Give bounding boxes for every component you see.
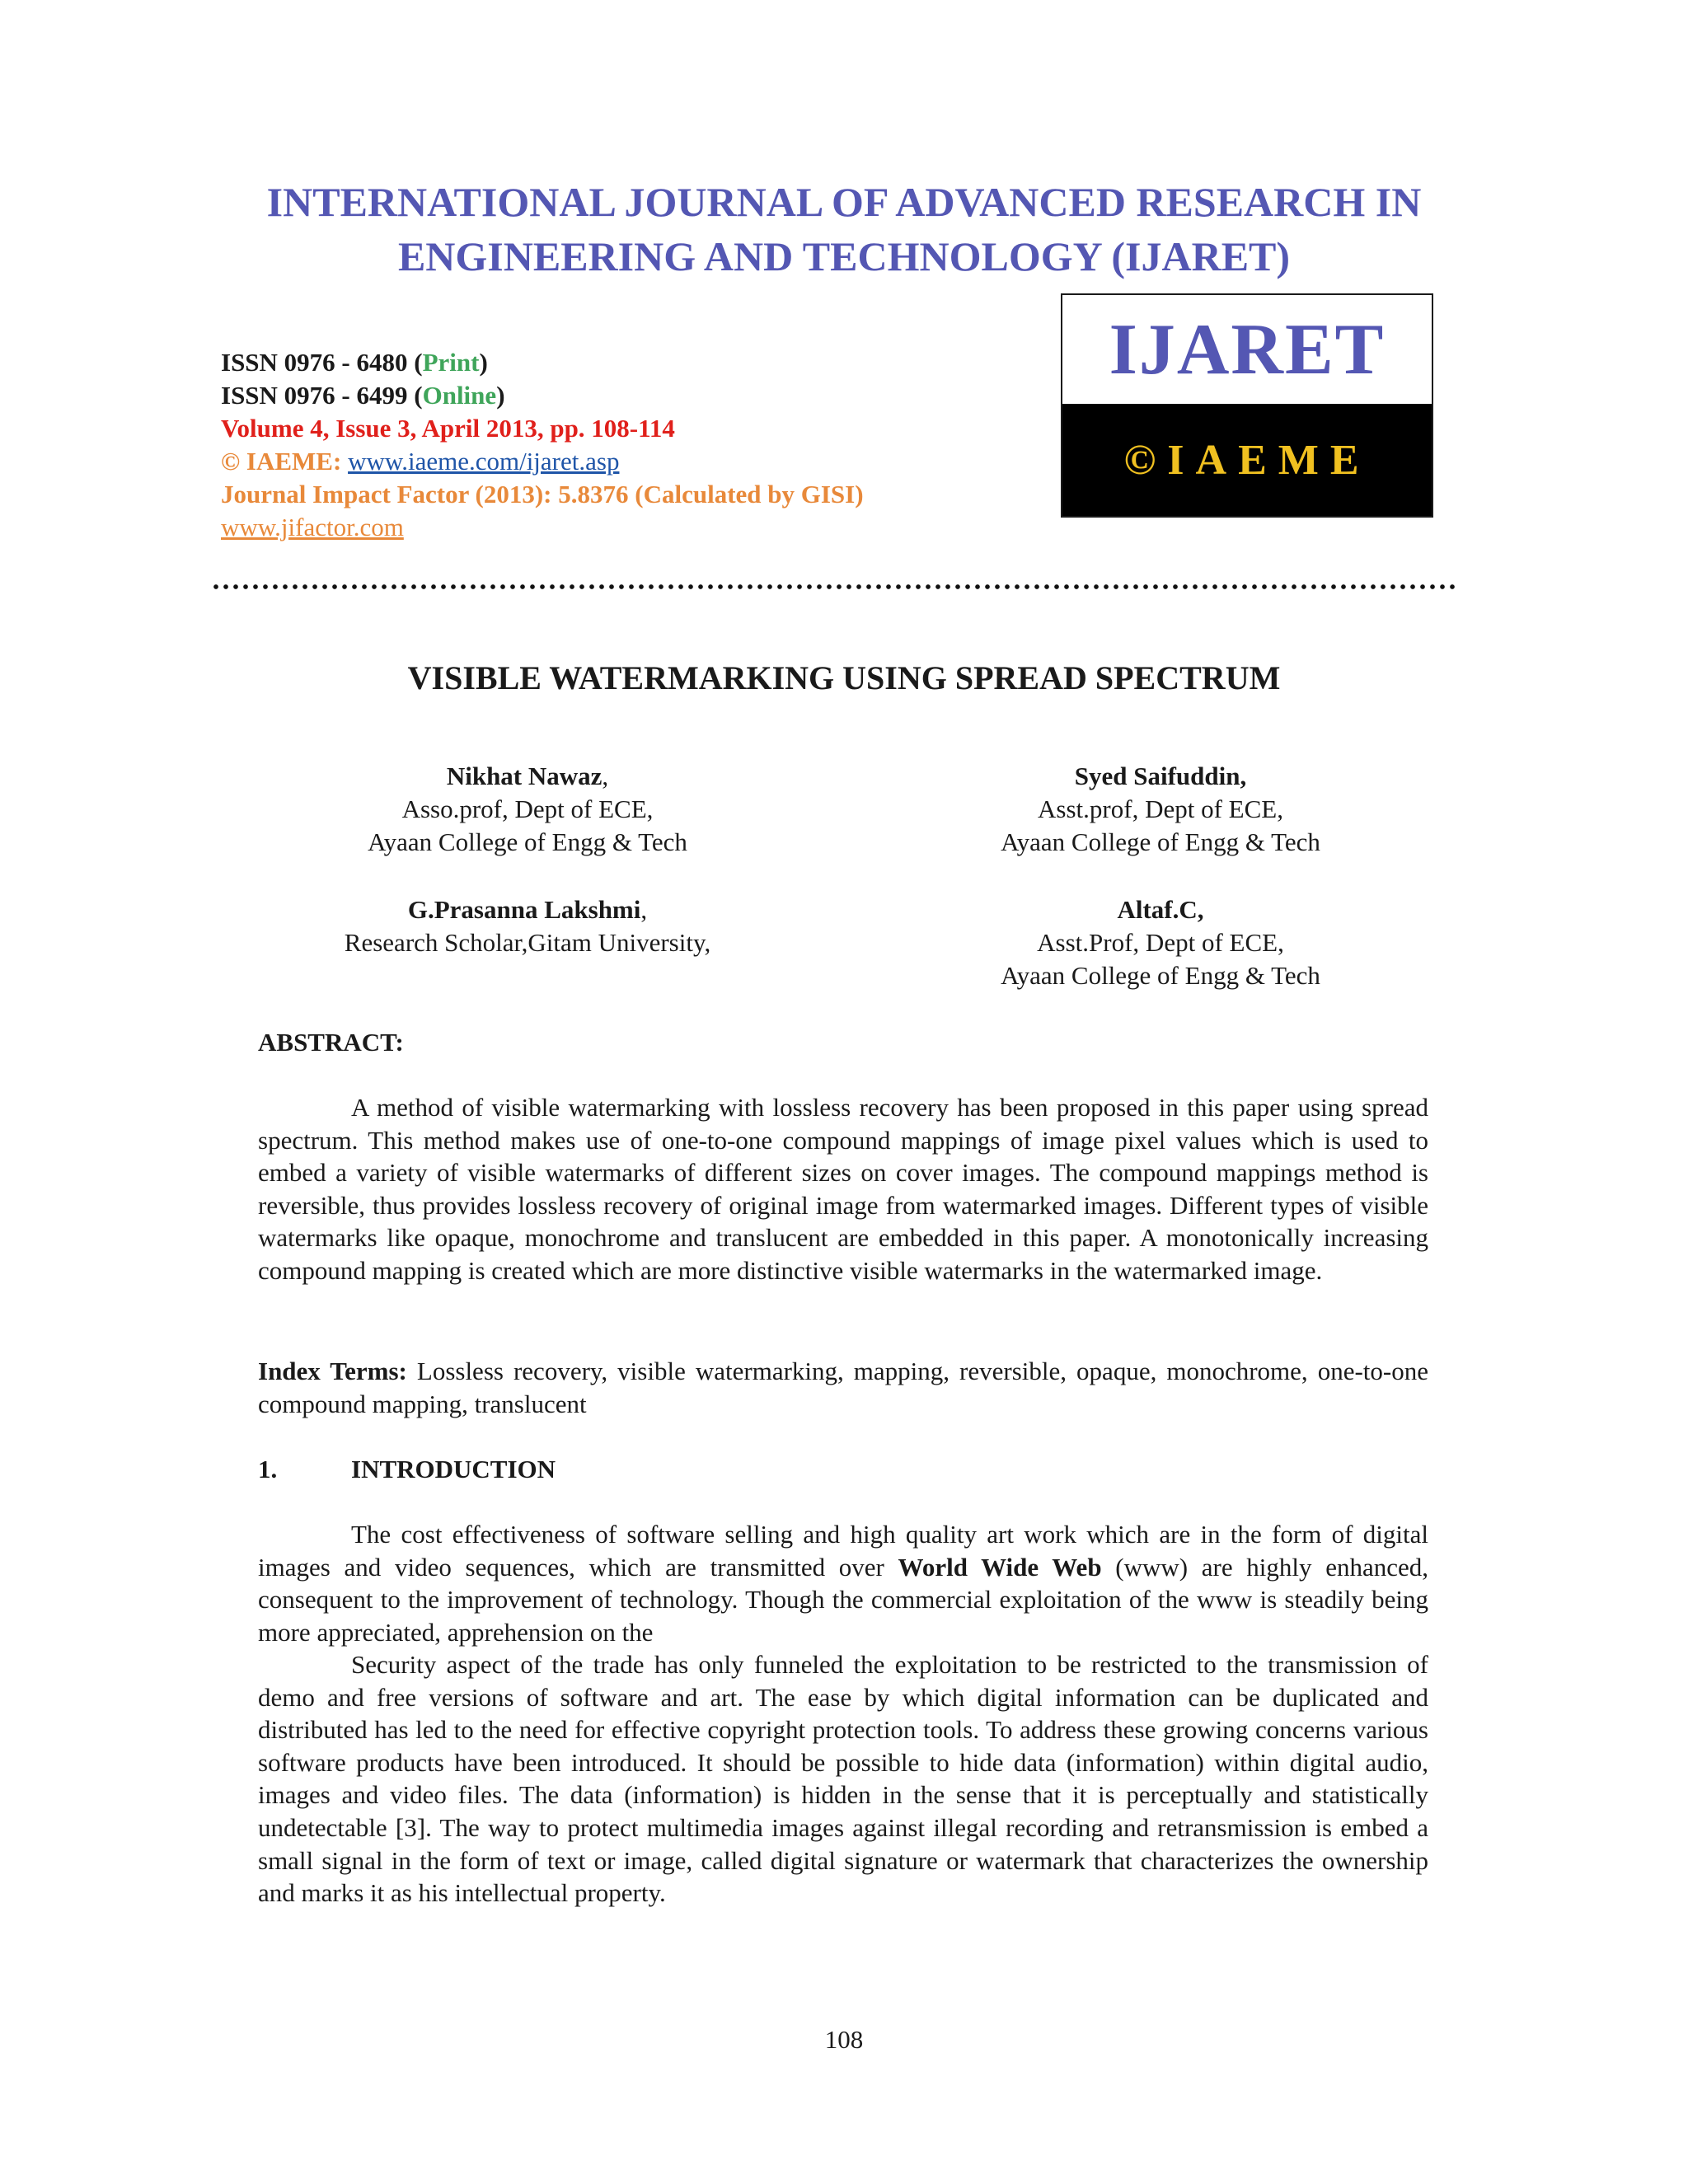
author-name-suffix: , <box>602 762 609 790</box>
issn-online-number: ISSN 0976 - 6499 ( <box>221 381 423 410</box>
section-title: INTRODUCTION <box>351 1455 556 1483</box>
jifactor-line <box>221 511 864 544</box>
logo-ijaret-text: IJARET <box>1109 309 1386 390</box>
journal-url-link[interactable]: www.iaeme.com/ijaret.asp <box>348 447 620 476</box>
journal-info-block <box>221 346 864 544</box>
paper-title: VISIBLE WATERMARKING USING SPREAD SPECTRUM <box>407 659 1281 696</box>
journal-logo <box>1061 293 1433 518</box>
author-name <box>847 893 1474 926</box>
author-affiliation: Ayaan College of Engg & Tech <box>1001 961 1320 990</box>
journal-title-line-2: ENGINEERING AND TECHNOLOGY (IJARET) <box>397 233 1291 279</box>
copyright-colon: : <box>332 447 349 476</box>
author-name-suffix: , <box>640 895 648 924</box>
intro-paragraph-1 <box>258 1518 1428 1648</box>
author-position: Asso.prof, Dept of ECE, <box>401 794 654 823</box>
issn-online-label: Online <box>422 381 497 410</box>
issn-print-line <box>221 346 864 379</box>
intro-p1-text-b: (www) are highly enhanced, consequent to the improvement of technology. Though the commercial exploitation of the www is steadily being more appreciated, apprehension on the <box>258 1552 1428 1647</box>
issn-online-line <box>221 379 864 412</box>
abstract-heading: ABSTRACT: <box>258 1028 404 1057</box>
journal-title-line-1: INTERNATIONAL JOURNAL OF ADVANCED RESEARCH IN <box>266 179 1422 225</box>
index-terms-label: Index Terms: <box>258 1357 407 1385</box>
author-name-text: Syed Saifuddin, <box>1074 762 1247 790</box>
section-number: 1. <box>258 1455 278 1483</box>
author-position: Asst.Prof, Dept of ECE, <box>1037 928 1284 957</box>
index-terms-text: Lossless recovery, visible watermarking, mapping, reversible, opaque, monochrome, one-to-one compound mapping, translucent <box>258 1357 1428 1418</box>
author-name-text: Nikhat Nawaz <box>446 762 603 790</box>
page-number: 108 <box>824 2025 864 2054</box>
section-heading-introduction <box>258 1453 556 1486</box>
author-name <box>847 760 1474 793</box>
dotted-divider <box>211 583 1456 590</box>
index-terms <box>258 1355 1428 1420</box>
issn-print-close: ) <box>479 348 488 377</box>
author-position: Asst.prof, Dept of ECE, <box>1038 794 1283 823</box>
author-block <box>847 893 1474 992</box>
issn-online-close: ) <box>496 381 505 410</box>
intro-paragraph-2: Security aspect of the trade has only funneled the exploitation to be restricted to the transmission of demo and free versions of software and art. The ease by which digital information can be duplicated and distributed has led to the need for effective copyright protection tools. To address these growing concerns various software products have been introduced. It should be possible to hide data (information) within digital audio, images and video files. The data (information) is hidden in the sense that it is perceptually and statistically undetectable [3]. The way to protect multimedia images against illegal recording and retransmission is embed a small signal in the form of text or image, called digital signature or watermark that characterizes the ownership and marks it as his intellectual property. <box>258 1650 1428 1908</box>
author-name-text: G.Prasanna Lakshmi <box>407 895 641 924</box>
intro-p1-bold-term: World Wide Web <box>898 1552 1102 1582</box>
author-affiliation: Ayaan College of Engg & Tech <box>368 827 687 856</box>
journal-title <box>165 175 1523 284</box>
author-block <box>214 893 841 959</box>
author-block <box>847 760 1474 859</box>
publisher-line <box>221 445 864 478</box>
author-name-text: Altaf.C, <box>1117 895 1204 924</box>
logo-iaeme-text: ©IAEME <box>1062 404 1432 516</box>
intro-p1-text-a: The cost effectiveness of software selling and high quality art work which are in the form of digital images and video sequences, which are transmitted over <box>258 1520 1428 1582</box>
author-affiliation: Research Scholar,Gitam University, <box>344 928 711 957</box>
author-name <box>214 760 841 793</box>
issn-print-label: Print <box>422 348 480 377</box>
impact-factor-line: Journal Impact Factor (2013): 5.8376 (Calculated by GISI) <box>221 480 864 509</box>
volume-line: Volume 4, Issue 3, April 2013, pp. 108-114 <box>221 414 675 443</box>
copyright-label: © IAEME <box>221 447 333 476</box>
jifactor-link[interactable]: www.jifactor.com <box>221 513 404 541</box>
author-block <box>214 760 841 859</box>
author-name <box>214 893 841 926</box>
abstract-text: A method of visible watermarking with lossless recovery has been proposed in this paper using spread spectrum. This method makes use of one-to-one compound mappings of image pixel values which is used to embed a variety of visible watermarks of different sizes on cover images. The compound mappings method is reversible, thus provides lossless recovery of original image from watermarked images. Different types of visible watermarks like opaque, monochrome and translucent are embedded in this paper. A monotonically increasing compound mapping is created which are more distinctive visible watermarks in the watermarked image. <box>258 1093 1428 1285</box>
issn-print-number: ISSN 0976 - 6480 ( <box>221 348 423 377</box>
author-affiliation: Ayaan College of Engg & Tech <box>1001 827 1320 856</box>
